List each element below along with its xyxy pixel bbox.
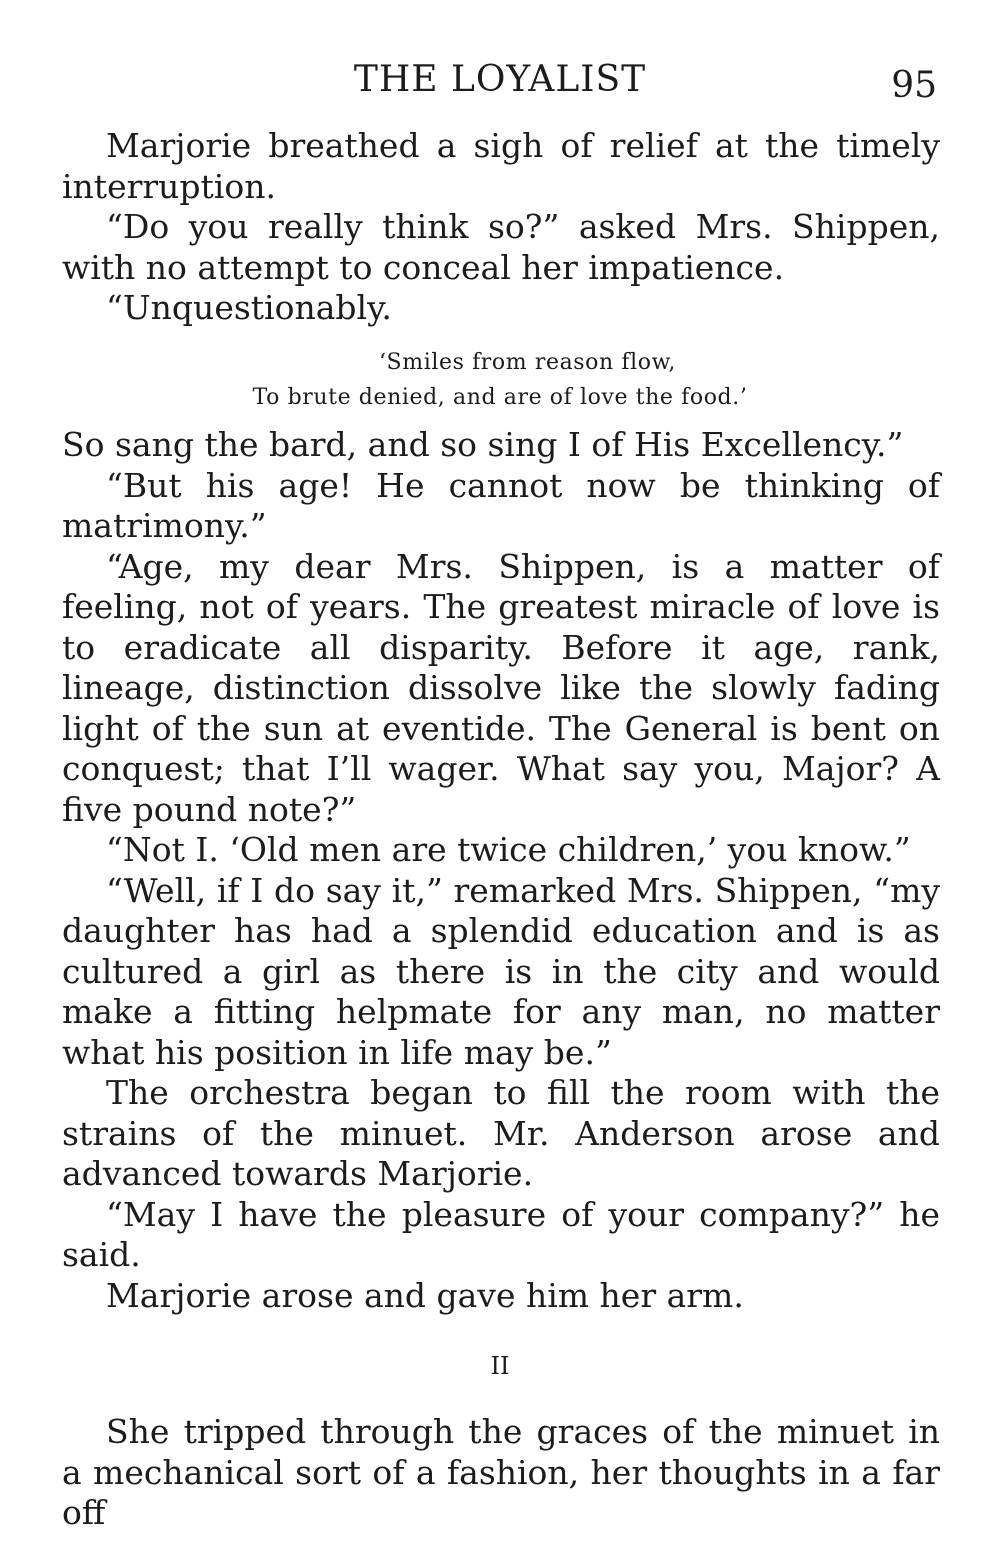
paragraph: “Age, my dear Mrs. Shippen, is a matter of feeling, not of years. The greatest miracle of love is to eradicate all disparity. Before it age, rank, lineage, distinction dissolve like the slowly fading light of the sun at eventide. The General is bent on conquest; that I’ll wager. What say you, Major? A five pound note?”: [62, 546, 940, 829]
running-head: THE LOYALIST: [353, 59, 647, 100]
verse-line: ‘Smiles from reason flow,: [378, 350, 677, 375]
section-number: II: [490, 1352, 510, 1380]
verse-quotation: [0, 345, 1000, 415]
text-block-3: [62, 1412, 940, 1534]
paragraph: “May I have the pleasure of your company?” he said.: [62, 1194, 940, 1274]
page-header: [0, 55, 1000, 105]
paragraph: “Do you really think so?” asked Mrs. Shippen, with no attempt to conceal her impatience.: [62, 207, 940, 287]
paragraph: The orchestra began to fill the room with the strains of the minuet. Mr. Anderson arose and advanced towards Marjorie.: [62, 1073, 940, 1193]
paragraph: “But his age! He cannot now be thinking of matrimony.”: [62, 465, 940, 545]
paragraph: “Unquestionably.: [106, 288, 392, 327]
paragraph: “Not I. ‘Old men are twice children,’ you know.”: [106, 830, 911, 869]
text-block-2: [62, 425, 940, 1316]
paragraph: She tripped through the graces of the minuet in a mechanical sort of a fashion, her thoughts in a far off: [62, 1412, 940, 1532]
paragraph: Marjorie arose and gave him her arm.: [106, 1275, 744, 1315]
verse-line: To brute denied, and are of love the food.’: [252, 385, 748, 410]
paragraph: “Well, if I do say it,” remarked Mrs. Shippen, “my daughter has had a splendid education and is as cultured a girl as there is in the city and would make a fitting helpmate for any man, no matter what his position in life may be.”: [62, 870, 940, 1072]
paragraph: So sang the bard, and so sing I of His Excellency.”: [62, 425, 904, 464]
page-number: 95: [891, 65, 937, 106]
paragraph: Marjorie breathed a sigh of relief at the timely interruption.: [62, 126, 940, 206]
text-block-1: [62, 126, 940, 329]
